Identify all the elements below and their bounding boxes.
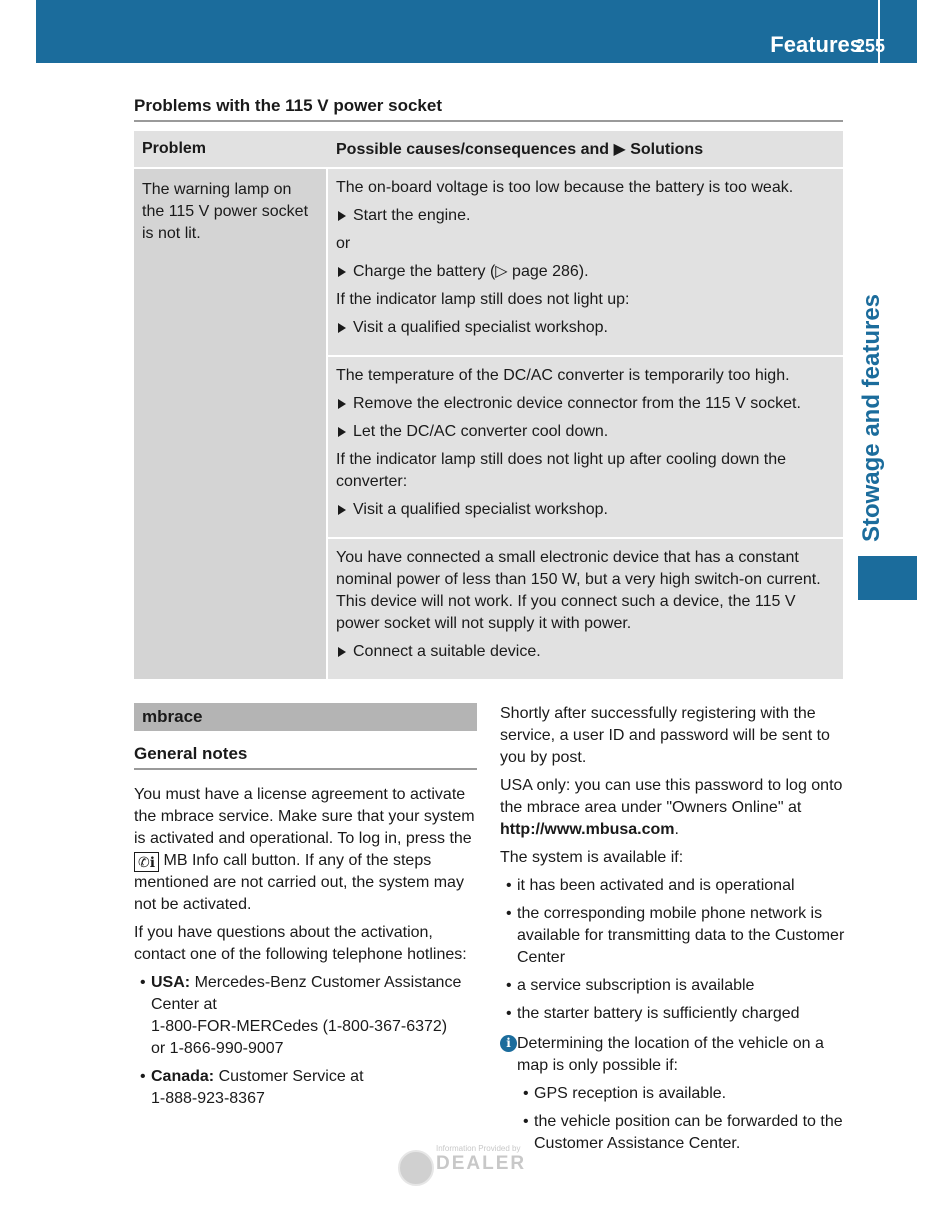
cause-block — [328, 537, 843, 679]
registration-paragraph: Shortly after successfully registering with the service, a user ID and password will be sent to you by post. — [500, 705, 830, 766]
list-item: • the corresponding mobile phone network is available for transmitting data to the Customer Center — [500, 903, 845, 969]
info-note — [500, 1033, 845, 1077]
cause-block — [328, 355, 843, 537]
list-item: • the starter battery is sufficiently charged — [500, 1003, 845, 1025]
solution-step: Let the DC/AC converter cool down. — [336, 421, 835, 443]
mbrace-heading: mbrace — [134, 703, 477, 731]
solution-step: Start the engine. — [336, 205, 835, 227]
canada-label: Canada: — [151, 1068, 215, 1085]
info-list-item: • GPS reception is available. — [500, 1083, 845, 1105]
list-item: • it has been activated and is operational — [500, 875, 845, 897]
watermark-logo-icon — [398, 1150, 434, 1186]
note-text: If the indicator lamp still does not light up: — [336, 291, 630, 308]
side-tab-marker — [858, 556, 917, 600]
intro-text-a: You must have a license agreement to activate the mbrace service. Make sure that your system is activated and operational. To log in, press the — [134, 786, 475, 847]
usa-label: USA: — [151, 974, 191, 991]
canada-text: Customer Service at — [218, 1068, 364, 1085]
solution-step: Connect a suitable device. — [336, 641, 835, 663]
problem-cell: The warning lamp on the 115 V power socket is not lit. — [134, 169, 328, 679]
header-problem: Problem — [142, 140, 207, 157]
watermark-small-text: Information Provided by — [436, 1144, 521, 1153]
dealer-watermark — [398, 1144, 548, 1184]
solution-step: Remove the electronic device connector from the 115 V socket. — [336, 393, 835, 415]
usa-only-text: USA only: you can use this password to log onto the mbrace area under "Owners Online" at — [500, 777, 843, 816]
section-title: Problems with the 115 V power socket — [134, 96, 843, 122]
intro-text-b: MB Info call button. If any of the steps mentioned are not carried out, the system may not be activated. — [134, 852, 464, 913]
usa-only-paragraph — [500, 775, 845, 841]
watermark-big-text: DEALER — [436, 1153, 527, 1174]
usa-only-end: . — [674, 821, 679, 838]
usa-text: Mercedes-Benz Customer Assistance Center at — [151, 974, 462, 1013]
list-item: • a service subscription is available — [500, 975, 845, 997]
solution-step: Charge the battery (▷ page 286). — [336, 261, 835, 283]
header-section-title: Features — [770, 32, 862, 57]
usa-phone-2: or 1-866-990-9007 — [151, 1040, 284, 1057]
right-column — [500, 703, 845, 1161]
problems-table — [134, 131, 843, 679]
cause-text: The on-board voltage is too low because the battery is too weak. — [336, 179, 794, 196]
note-text: If the indicator lamp still does not light up after cooling down the converter: — [336, 451, 787, 490]
mbusa-link[interactable]: http://www.mbusa.com — [500, 821, 675, 838]
list-item-canada — [134, 1066, 477, 1110]
side-tab-label: Stowage and features — [858, 293, 885, 543]
page-number: 255 — [855, 36, 886, 56]
or-text: or — [336, 235, 351, 252]
left-column — [134, 703, 477, 1116]
table-header — [134, 131, 843, 169]
solution-step: Visit a qualified specialist workshop. — [336, 499, 835, 521]
hotline-paragraph: If you have questions about the activation, contact one of the following telephone hotlines: — [134, 924, 467, 963]
usa-phone-1: 1-800-FOR-MERCedes (1-800-367-6372) — [151, 1018, 448, 1035]
list-item-usa — [134, 972, 477, 1060]
table-body — [134, 169, 843, 679]
info-list-item: • the vehicle position can be forwarded to the Customer Assistance Center. — [500, 1111, 845, 1155]
cause-block — [328, 169, 843, 355]
header-solutions: Possible causes/consequences and ▶ Solutions — [336, 141, 704, 158]
intro-paragraph — [134, 784, 477, 916]
solution-step: Visit a qualified specialist workshop. — [336, 317, 835, 339]
info-icon: i — [500, 1035, 517, 1052]
canada-phone: 1-888-923-8367 — [151, 1090, 265, 1107]
info-text: Determining the location of the vehicle on a map is only possible if: — [517, 1035, 824, 1074]
cause-text: You have connected a small electronic device that has a constant nominal power of less than 150 W, but a very high switch-on current. This device will not work. If you connect such a device, the 115 V power socket will not supply it with power. — [336, 549, 821, 632]
general-notes-heading: General notes — [134, 743, 477, 770]
availability-paragraph: The system is available if: — [500, 849, 684, 866]
info-call-button-icon: ✆ℹ — [134, 852, 159, 872]
solutions-cell — [328, 169, 843, 679]
cause-text: The temperature of the DC/AC converter is temporarily too high. — [336, 367, 790, 384]
